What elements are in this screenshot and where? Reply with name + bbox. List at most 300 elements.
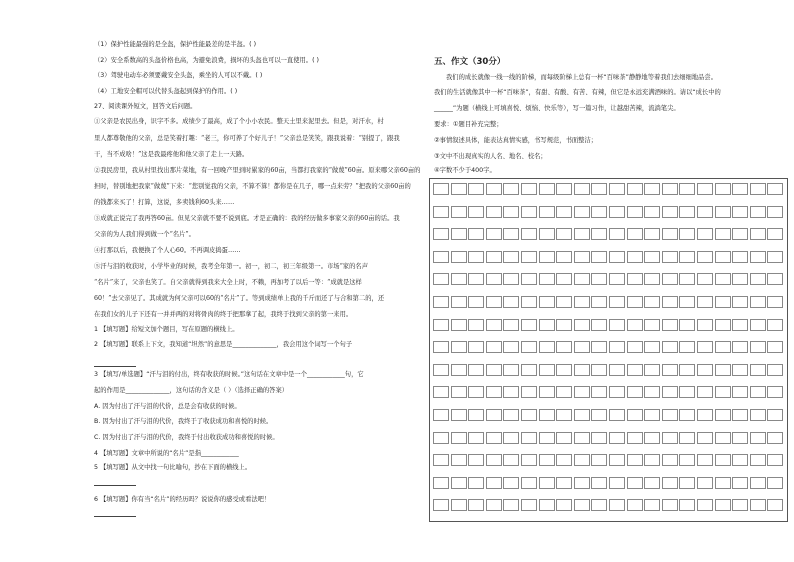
grid-cell[interactable] <box>574 499 590 511</box>
grid-cell[interactable] <box>468 319 484 331</box>
grid-cell[interactable] <box>574 477 590 489</box>
grid-cell[interactable] <box>732 319 748 331</box>
grid-cell[interactable] <box>697 477 713 489</box>
grid-cell[interactable] <box>679 206 695 218</box>
grid-cell[interactable] <box>574 432 590 444</box>
grid-cell[interactable] <box>662 296 678 308</box>
grid-cell[interactable] <box>468 251 484 263</box>
grid-cell[interactable] <box>451 319 467 331</box>
grid-cell[interactable] <box>644 499 660 511</box>
grid-cell[interactable] <box>521 477 537 489</box>
grid-cell[interactable] <box>715 228 731 240</box>
grid-cell[interactable] <box>468 499 484 511</box>
answer-blank[interactable] <box>94 366 136 367</box>
grid-cell[interactable] <box>627 432 643 444</box>
grid-cell[interactable] <box>486 341 502 353</box>
grid-cell[interactable] <box>679 296 695 308</box>
grid-cell[interactable] <box>767 477 783 489</box>
grid-cell[interactable] <box>503 364 519 376</box>
grid-cell[interactable] <box>556 499 572 511</box>
grid-cell[interactable] <box>609 364 625 376</box>
grid-cell[interactable] <box>451 409 467 421</box>
grid-cell[interactable] <box>715 296 731 308</box>
grid-cell[interactable] <box>539 319 555 331</box>
grid-cell[interactable] <box>451 477 467 489</box>
grid-cell[interactable] <box>556 183 572 195</box>
grid-cell[interactable] <box>433 386 449 398</box>
grid-cell[interactable] <box>521 364 537 376</box>
grid-cell[interactable] <box>451 432 467 444</box>
grid-cell[interactable] <box>697 183 713 195</box>
grid-cell[interactable] <box>627 499 643 511</box>
answer-blank[interactable] <box>94 516 136 517</box>
grid-cell[interactable] <box>732 273 748 285</box>
grid-cell[interactable] <box>539 273 555 285</box>
grid-cell[interactable] <box>697 341 713 353</box>
grid-cell[interactable] <box>732 477 748 489</box>
grid-cell[interactable] <box>451 499 467 511</box>
grid-cell[interactable] <box>662 386 678 398</box>
grid-cell[interactable] <box>539 409 555 421</box>
grid-cell[interactable] <box>503 386 519 398</box>
grid-cell[interactable] <box>503 273 519 285</box>
grid-cell[interactable] <box>609 499 625 511</box>
grid-cell[interactable] <box>750 296 766 308</box>
grid-cell[interactable] <box>662 454 678 466</box>
grid-cell[interactable] <box>556 454 572 466</box>
grid-cell[interactable] <box>750 251 766 263</box>
grid-cell[interactable] <box>591 341 607 353</box>
grid-cell[interactable] <box>609 296 625 308</box>
grid-cell[interactable] <box>591 319 607 331</box>
grid-cell[interactable] <box>697 273 713 285</box>
grid-cell[interactable] <box>539 364 555 376</box>
grid-cell[interactable] <box>662 477 678 489</box>
grid-cell[interactable] <box>609 273 625 285</box>
grid-cell[interactable] <box>662 499 678 511</box>
grid-cell[interactable] <box>644 432 660 444</box>
grid-cell[interactable] <box>433 364 449 376</box>
grid-cell[interactable] <box>679 341 695 353</box>
grid-cell[interactable] <box>574 273 590 285</box>
grid-cell[interactable] <box>574 319 590 331</box>
grid-cell[interactable] <box>732 454 748 466</box>
grid-cell[interactable] <box>715 273 731 285</box>
grid-cell[interactable] <box>627 319 643 331</box>
grid-cell[interactable] <box>627 386 643 398</box>
grid-cell[interactable] <box>503 477 519 489</box>
grid-cell[interactable] <box>662 341 678 353</box>
grid-cell[interactable] <box>521 386 537 398</box>
grid-cell[interactable] <box>433 454 449 466</box>
grid-cell[interactable] <box>767 296 783 308</box>
grid-cell[interactable] <box>609 454 625 466</box>
grid-cell[interactable] <box>627 364 643 376</box>
grid-cell[interactable] <box>609 228 625 240</box>
grid-cell[interactable] <box>750 432 766 444</box>
grid-cell[interactable] <box>732 183 748 195</box>
grid-cell[interactable] <box>468 341 484 353</box>
grid-cell[interactable] <box>574 206 590 218</box>
grid-cell[interactable] <box>539 477 555 489</box>
grid-cell[interactable] <box>644 341 660 353</box>
grid-cell[interactable] <box>486 364 502 376</box>
grid-cell[interactable] <box>767 499 783 511</box>
grid-cell[interactable] <box>644 386 660 398</box>
grid-cell[interactable] <box>521 228 537 240</box>
grid-cell[interactable] <box>486 499 502 511</box>
grid-cell[interactable] <box>662 409 678 421</box>
grid-cell[interactable] <box>574 386 590 398</box>
grid-cell[interactable] <box>732 386 748 398</box>
grid-cell[interactable] <box>662 183 678 195</box>
grid-cell[interactable] <box>644 228 660 240</box>
grid-cell[interactable] <box>591 454 607 466</box>
grid-cell[interactable] <box>574 296 590 308</box>
grid-cell[interactable] <box>503 454 519 466</box>
grid-cell[interactable] <box>767 228 783 240</box>
grid-cell[interactable] <box>609 206 625 218</box>
grid-cell[interactable] <box>609 477 625 489</box>
grid-cell[interactable] <box>679 228 695 240</box>
grid-cell[interactable] <box>662 319 678 331</box>
grid-cell[interactable] <box>627 341 643 353</box>
grid-cell[interactable] <box>732 499 748 511</box>
grid-cell[interactable] <box>644 273 660 285</box>
grid-cell[interactable] <box>503 183 519 195</box>
grid-cell[interactable] <box>715 319 731 331</box>
grid-cell[interactable] <box>591 432 607 444</box>
grid-cell[interactable] <box>662 251 678 263</box>
grid-cell[interactable] <box>591 296 607 308</box>
grid-cell[interactable] <box>767 183 783 195</box>
grid-cell[interactable] <box>468 183 484 195</box>
grid-cell[interactable] <box>627 228 643 240</box>
grid-cell[interactable] <box>591 499 607 511</box>
grid-cell[interactable] <box>767 409 783 421</box>
grid-cell[interactable] <box>715 341 731 353</box>
grid-cell[interactable] <box>750 183 766 195</box>
grid-cell[interactable] <box>433 206 449 218</box>
grid-cell[interactable] <box>539 454 555 466</box>
grid-cell[interactable] <box>715 183 731 195</box>
grid-cell[interactable] <box>486 432 502 444</box>
grid-cell[interactable] <box>644 251 660 263</box>
grid-cell[interactable] <box>609 183 625 195</box>
grid-cell[interactable] <box>468 273 484 285</box>
grid-cell[interactable] <box>539 341 555 353</box>
grid-cell[interactable] <box>715 454 731 466</box>
grid-cell[interactable] <box>451 273 467 285</box>
grid-cell[interactable] <box>767 251 783 263</box>
grid-cell[interactable] <box>662 432 678 444</box>
grid-cell[interactable] <box>732 341 748 353</box>
grid-cell[interactable] <box>486 251 502 263</box>
grid-cell[interactable] <box>521 296 537 308</box>
grid-cell[interactable] <box>697 319 713 331</box>
grid-cell[interactable] <box>697 386 713 398</box>
grid-cell[interactable] <box>468 296 484 308</box>
grid-cell[interactable] <box>451 251 467 263</box>
grid-cell[interactable] <box>539 386 555 398</box>
grid-cell[interactable] <box>715 251 731 263</box>
grid-cell[interactable] <box>521 409 537 421</box>
grid-cell[interactable] <box>433 319 449 331</box>
grid-cell[interactable] <box>697 432 713 444</box>
grid-cell[interactable] <box>767 319 783 331</box>
grid-cell[interactable] <box>451 296 467 308</box>
grid-cell[interactable] <box>451 454 467 466</box>
grid-cell[interactable] <box>556 432 572 444</box>
grid-cell[interactable] <box>715 499 731 511</box>
grid-cell[interactable] <box>556 341 572 353</box>
grid-cell[interactable] <box>451 386 467 398</box>
grid-cell[interactable] <box>433 432 449 444</box>
grid-cell[interactable] <box>662 206 678 218</box>
grid-cell[interactable] <box>750 341 766 353</box>
grid-cell[interactable] <box>715 409 731 421</box>
grid-cell[interactable] <box>609 409 625 421</box>
grid-cell[interactable] <box>715 432 731 444</box>
grid-cell[interactable] <box>468 386 484 398</box>
grid-cell[interactable] <box>503 341 519 353</box>
grid-cell[interactable] <box>697 454 713 466</box>
grid-cell[interactable] <box>750 319 766 331</box>
grid-cell[interactable] <box>591 273 607 285</box>
grid-cell[interactable] <box>662 273 678 285</box>
grid-cell[interactable] <box>644 454 660 466</box>
grid-cell[interactable] <box>486 386 502 398</box>
grid-cell[interactable] <box>679 499 695 511</box>
grid-cell[interactable] <box>521 251 537 263</box>
grid-cell[interactable] <box>697 228 713 240</box>
grid-cell[interactable] <box>521 319 537 331</box>
grid-cell[interactable] <box>574 251 590 263</box>
grid-cell[interactable] <box>468 432 484 444</box>
grid-cell[interactable] <box>679 273 695 285</box>
grid-cell[interactable] <box>556 228 572 240</box>
grid-cell[interactable] <box>468 364 484 376</box>
grid-cell[interactable] <box>539 206 555 218</box>
grid-cell[interactable] <box>433 296 449 308</box>
grid-cell[interactable] <box>486 454 502 466</box>
composition-grid[interactable] <box>429 178 788 522</box>
grid-cell[interactable] <box>539 432 555 444</box>
grid-cell[interactable] <box>750 499 766 511</box>
grid-cell[interactable] <box>732 364 748 376</box>
grid-cell[interactable] <box>451 364 467 376</box>
grid-cell[interactable] <box>662 228 678 240</box>
grid-cell[interactable] <box>732 409 748 421</box>
grid-cell[interactable] <box>521 183 537 195</box>
grid-cell[interactable] <box>433 477 449 489</box>
grid-cell[interactable] <box>767 206 783 218</box>
grid-cell[interactable] <box>574 228 590 240</box>
grid-cell[interactable] <box>468 409 484 421</box>
grid-cell[interactable] <box>697 499 713 511</box>
grid-cell[interactable] <box>591 228 607 240</box>
grid-cell[interactable] <box>679 364 695 376</box>
grid-cell[interactable] <box>591 251 607 263</box>
grid-cell[interactable] <box>574 409 590 421</box>
grid-cell[interactable] <box>767 386 783 398</box>
grid-cell[interactable] <box>644 477 660 489</box>
grid-cell[interactable] <box>679 319 695 331</box>
grid-cell[interactable] <box>503 296 519 308</box>
grid-cell[interactable] <box>591 183 607 195</box>
grid-cell[interactable] <box>521 432 537 444</box>
grid-cell[interactable] <box>732 206 748 218</box>
grid-cell[interactable] <box>451 206 467 218</box>
grid-cell[interactable] <box>750 454 766 466</box>
grid-cell[interactable] <box>591 409 607 421</box>
grid-cell[interactable] <box>767 341 783 353</box>
grid-cell[interactable] <box>574 341 590 353</box>
grid-cell[interactable] <box>732 228 748 240</box>
grid-cell[interactable] <box>574 454 590 466</box>
grid-cell[interactable] <box>574 183 590 195</box>
grid-cell[interactable] <box>468 228 484 240</box>
grid-cell[interactable] <box>521 341 537 353</box>
grid-cell[interactable] <box>732 296 748 308</box>
grid-cell[interactable] <box>468 477 484 489</box>
grid-cell[interactable] <box>556 273 572 285</box>
grid-cell[interactable] <box>521 206 537 218</box>
grid-cell[interactable] <box>750 273 766 285</box>
grid-cell[interactable] <box>644 183 660 195</box>
grid-cell[interactable] <box>679 386 695 398</box>
grid-cell[interactable] <box>433 409 449 421</box>
grid-cell[interactable] <box>503 499 519 511</box>
grid-cell[interactable] <box>679 183 695 195</box>
grid-cell[interactable] <box>697 296 713 308</box>
grid-cell[interactable] <box>767 432 783 444</box>
grid-cell[interactable] <box>627 477 643 489</box>
grid-cell[interactable] <box>468 206 484 218</box>
grid-cell[interactable] <box>503 409 519 421</box>
grid-cell[interactable] <box>591 386 607 398</box>
grid-cell[interactable] <box>433 499 449 511</box>
grid-cell[interactable] <box>556 409 572 421</box>
grid-cell[interactable] <box>503 319 519 331</box>
grid-cell[interactable] <box>767 454 783 466</box>
grid-cell[interactable] <box>433 183 449 195</box>
grid-cell[interactable] <box>451 341 467 353</box>
grid-cell[interactable] <box>556 206 572 218</box>
grid-cell[interactable] <box>556 386 572 398</box>
grid-cell[interactable] <box>609 251 625 263</box>
grid-cell[interactable] <box>556 296 572 308</box>
grid-cell[interactable] <box>627 296 643 308</box>
grid-cell[interactable] <box>750 228 766 240</box>
grid-cell[interactable] <box>591 477 607 489</box>
grid-cell[interactable] <box>679 409 695 421</box>
grid-cell[interactable] <box>468 454 484 466</box>
grid-cell[interactable] <box>627 206 643 218</box>
grid-cell[interactable] <box>539 499 555 511</box>
grid-cell[interactable] <box>750 477 766 489</box>
grid-cell[interactable] <box>609 432 625 444</box>
grid-cell[interactable] <box>750 409 766 421</box>
grid-cell[interactable] <box>503 251 519 263</box>
grid-cell[interactable] <box>556 251 572 263</box>
grid-cell[interactable] <box>732 432 748 444</box>
grid-cell[interactable] <box>521 499 537 511</box>
grid-cell[interactable] <box>627 454 643 466</box>
grid-cell[interactable] <box>697 364 713 376</box>
grid-cell[interactable] <box>486 296 502 308</box>
grid-cell[interactable] <box>767 364 783 376</box>
grid-cell[interactable] <box>732 251 748 263</box>
grid-cell[interactable] <box>679 432 695 444</box>
grid-cell[interactable] <box>451 183 467 195</box>
grid-cell[interactable] <box>539 296 555 308</box>
grid-cell[interactable] <box>486 477 502 489</box>
grid-cell[interactable] <box>591 206 607 218</box>
grid-cell[interactable] <box>433 251 449 263</box>
grid-cell[interactable] <box>662 364 678 376</box>
grid-cell[interactable] <box>486 319 502 331</box>
grid-cell[interactable] <box>644 319 660 331</box>
grid-cell[interactable] <box>486 228 502 240</box>
grid-cell[interactable] <box>627 183 643 195</box>
grid-cell[interactable] <box>627 409 643 421</box>
grid-cell[interactable] <box>627 251 643 263</box>
grid-cell[interactable] <box>486 183 502 195</box>
grid-cell[interactable] <box>750 364 766 376</box>
grid-cell[interactable] <box>574 364 590 376</box>
grid-cell[interactable] <box>609 319 625 331</box>
grid-cell[interactable] <box>697 251 713 263</box>
grid-cell[interactable] <box>503 432 519 444</box>
grid-cell[interactable] <box>679 454 695 466</box>
grid-cell[interactable] <box>609 386 625 398</box>
grid-cell[interactable] <box>715 364 731 376</box>
grid-cell[interactable] <box>486 409 502 421</box>
grid-cell[interactable] <box>539 251 555 263</box>
grid-cell[interactable] <box>451 228 467 240</box>
grid-cell[interactable] <box>750 206 766 218</box>
grid-cell[interactable] <box>644 409 660 421</box>
grid-cell[interactable] <box>715 386 731 398</box>
grid-cell[interactable] <box>486 273 502 285</box>
grid-cell[interactable] <box>644 296 660 308</box>
grid-cell[interactable] <box>715 206 731 218</box>
grid-cell[interactable] <box>503 228 519 240</box>
grid-cell[interactable] <box>767 273 783 285</box>
grid-cell[interactable] <box>609 341 625 353</box>
grid-cell[interactable] <box>750 386 766 398</box>
grid-cell[interactable] <box>556 319 572 331</box>
grid-cell[interactable] <box>679 251 695 263</box>
grid-cell[interactable] <box>521 454 537 466</box>
grid-cell[interactable] <box>556 477 572 489</box>
grid-cell[interactable] <box>644 364 660 376</box>
grid-cell[interactable] <box>503 206 519 218</box>
grid-cell[interactable] <box>486 206 502 218</box>
grid-cell[interactable] <box>433 341 449 353</box>
grid-cell[interactable] <box>556 364 572 376</box>
grid-cell[interactable] <box>539 228 555 240</box>
grid-cell[interactable] <box>433 273 449 285</box>
grid-cell[interactable] <box>644 206 660 218</box>
grid-cell[interactable] <box>539 183 555 195</box>
grid-cell[interactable] <box>521 273 537 285</box>
grid-cell[interactable] <box>697 409 713 421</box>
grid-cell[interactable] <box>591 364 607 376</box>
grid-cell[interactable] <box>433 228 449 240</box>
grid-cell[interactable] <box>679 477 695 489</box>
